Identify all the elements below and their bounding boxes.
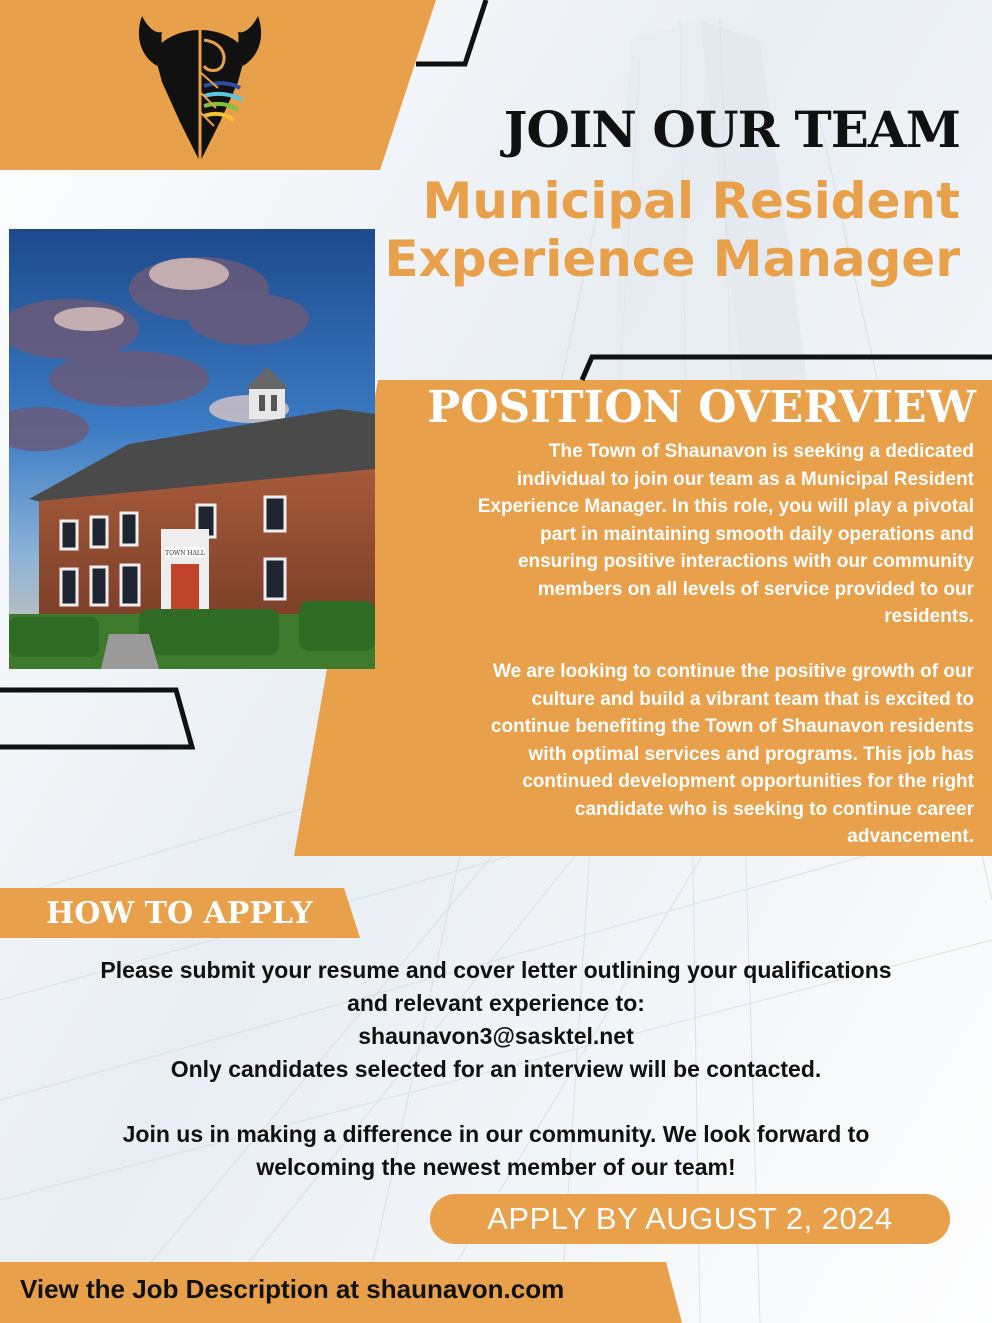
closing-line-1: Join us in making a difference in our community. We look forward to <box>122 1121 870 1147</box>
apply-deadline-badge: APPLY BY AUGUST 2, 2024 <box>430 1194 950 1244</box>
apply-line-2: and relevant experience to: <box>347 990 645 1016</box>
overview-p1-line: The Town of Shaunavon is seeking a dedicated <box>548 441 974 462</box>
overview-p2-line: continue benefiting the Town of Shaunavon residents <box>490 716 974 737</box>
overview-p1-line: residents. <box>884 606 974 627</box>
closing-line-2: welcoming the newest member of our team! <box>256 1154 736 1180</box>
job-description-link[interactable]: View the Job Description at shaunavon.com <box>20 1274 565 1304</box>
overview-p1-line: part in maintaining smooth daily operations and <box>540 523 974 545</box>
apply-instructions <box>0 954 992 1086</box>
bison-head-logo-icon <box>134 12 266 164</box>
job-title <box>340 172 960 288</box>
how-to-apply-title: HOW TO APPLY <box>46 896 313 931</box>
overview-p2-line: with optimal services and programs. This job has <box>528 743 974 765</box>
job-title-line-1: Municipal Resident <box>422 172 960 230</box>
overview-p1-line: ensuring positive interactions with our community <box>517 551 974 572</box>
overview-p2-line: continued development opportunities for the right <box>522 771 974 792</box>
headline: JOIN OUR TEAM <box>503 100 960 159</box>
overview-p1-line: individual to join our team as a Municipal Resident <box>516 468 974 490</box>
apply-line-4: Only candidates selected for an interview will be contacted. <box>170 1056 822 1082</box>
closing-statement <box>0 1118 992 1184</box>
overview-p1-line: members on all levels of service provided to our <box>537 578 974 600</box>
overview-p1-line: Experience Manager. In this role, you will play a pivotal <box>477 496 974 517</box>
overview-paragraph-2 <box>364 658 974 851</box>
apply-email-link[interactable]: shaunavon3@sasktel.net <box>358 1023 634 1049</box>
town-hall-photo <box>9 229 375 669</box>
overview-p2-line: culture and build a vibrant team that is excited to <box>531 688 974 710</box>
overview-p2-line: We are looking to continue the positive growth of our <box>493 661 974 682</box>
overview-paragraph-1 <box>364 438 974 631</box>
overview-p2-line: candidate who is seeking to continue career <box>574 798 974 820</box>
overview-title: POSITION OVERVIEW <box>427 382 976 433</box>
town-hall-sign: TOWN HALL <box>165 550 205 557</box>
overview-p2-line: advancement. <box>847 826 974 847</box>
job-title-line-2: Experience Manager <box>384 230 960 288</box>
apply-line-1: Please submit your resume and cover letter outlining your qualifications <box>100 957 892 983</box>
